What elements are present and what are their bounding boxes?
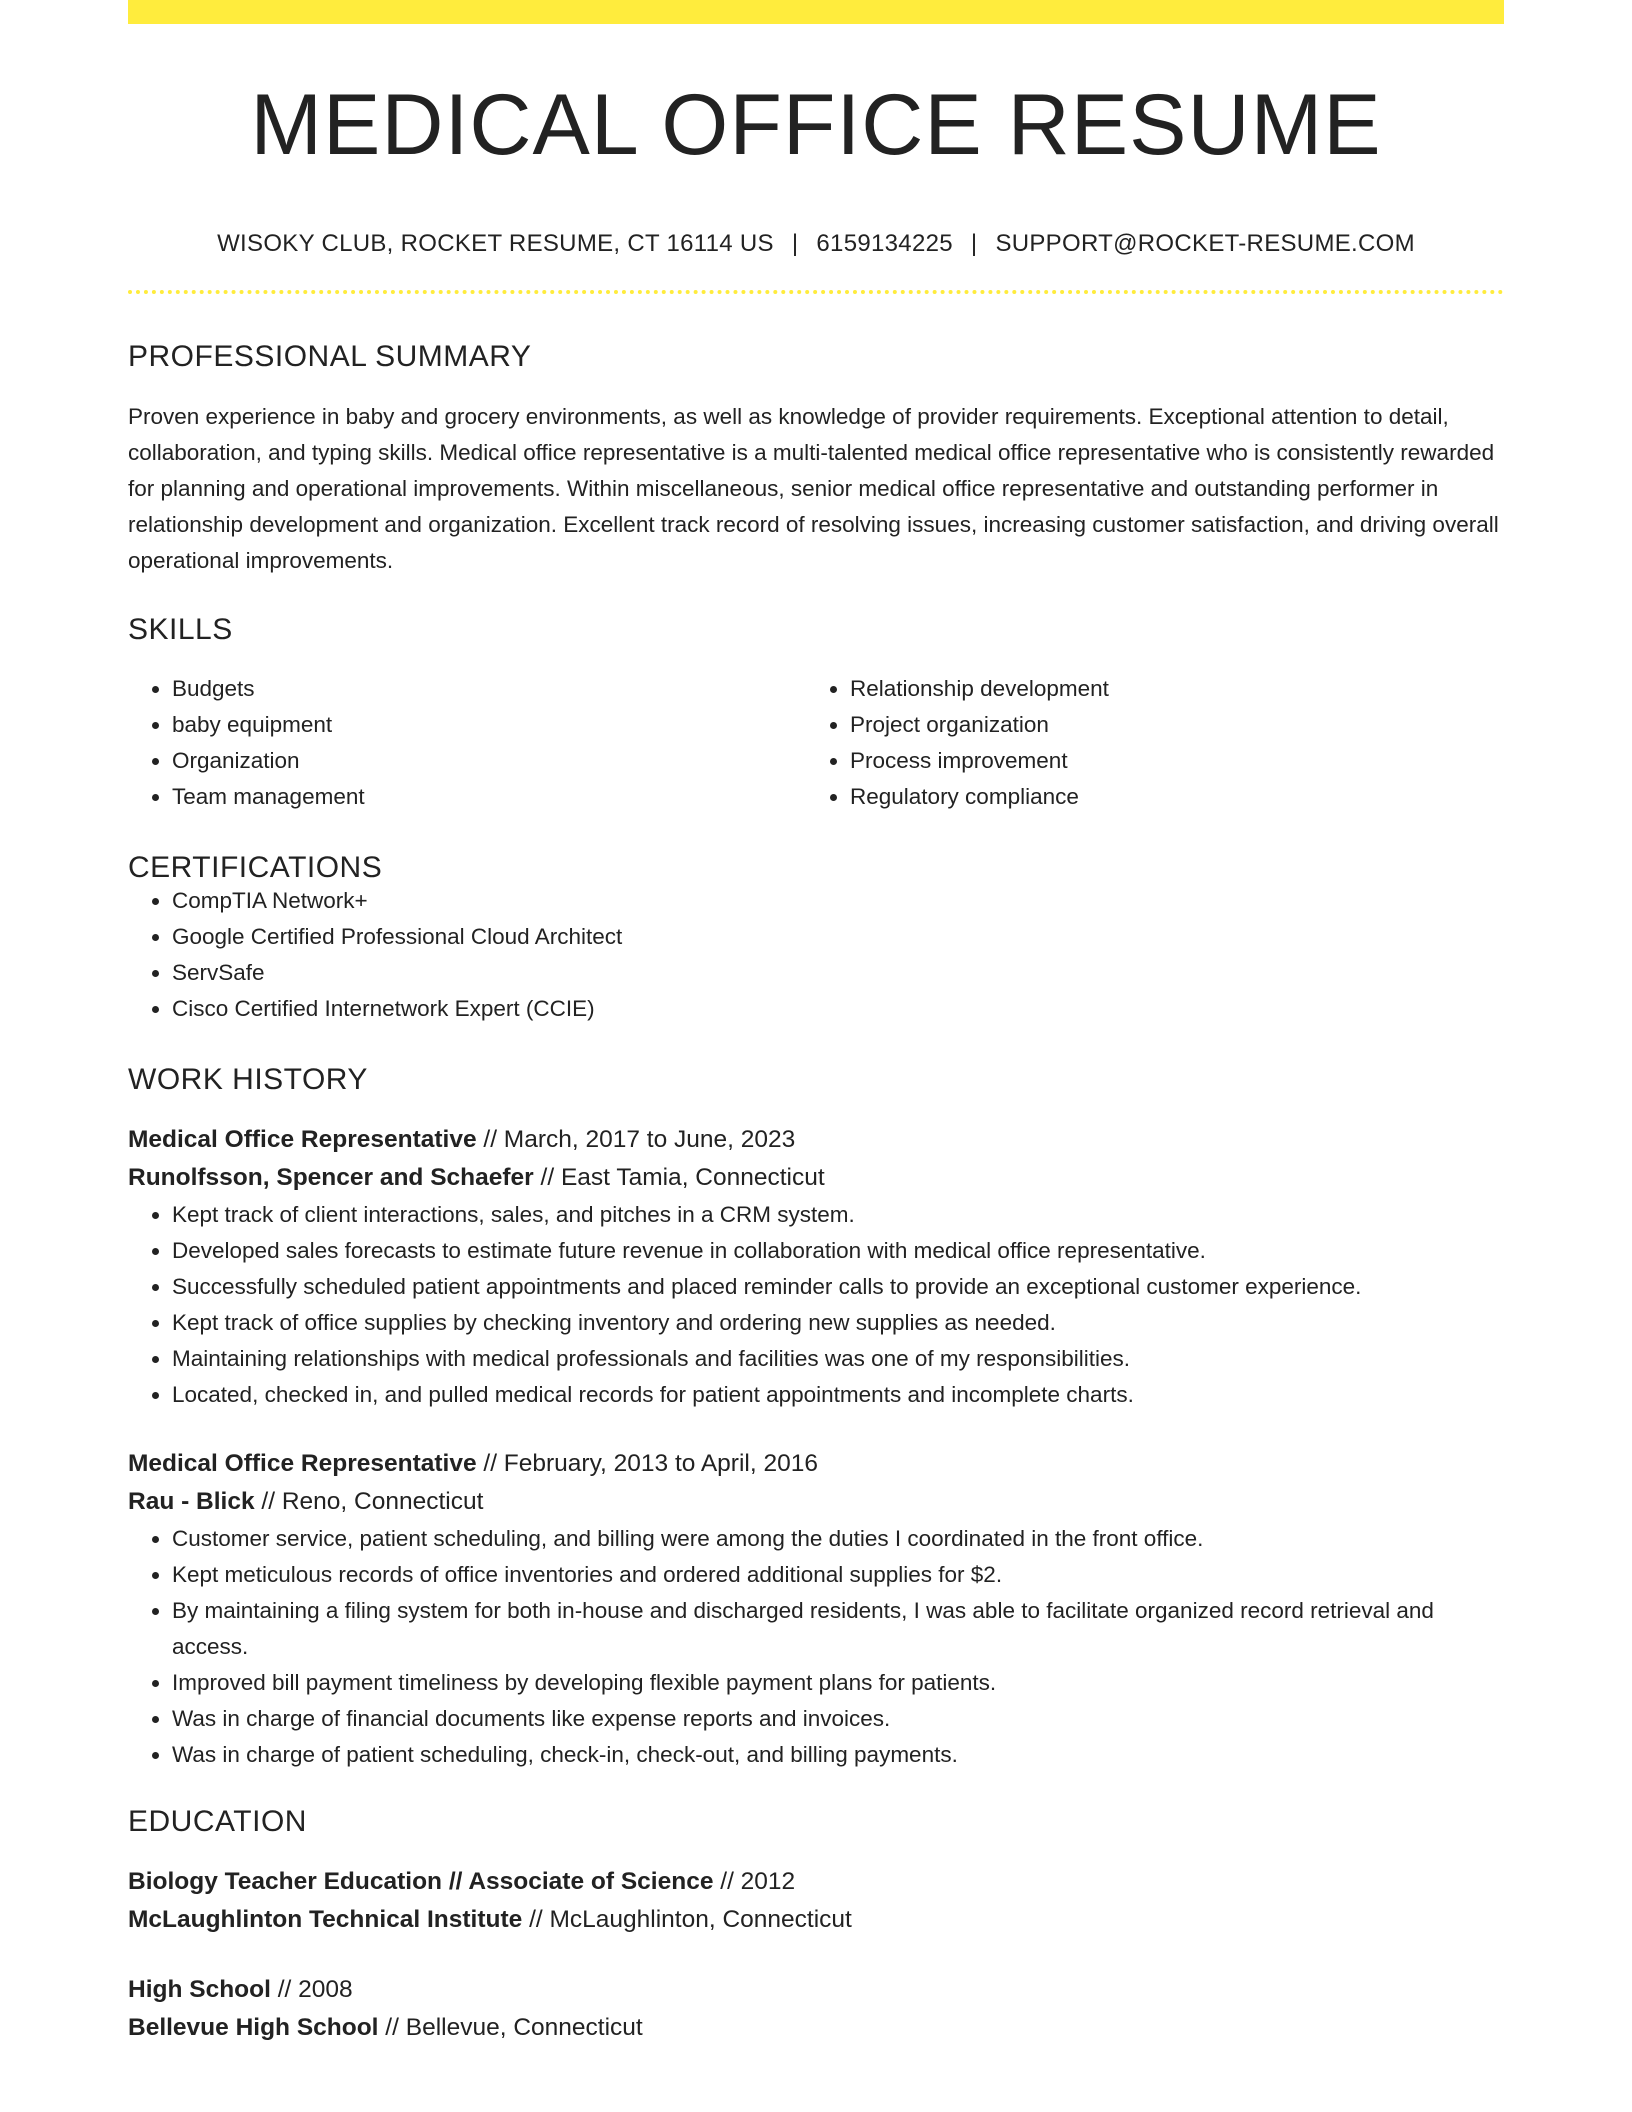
job-bullet: • Developed sales forecasts to estimate future revenue in collaboration with medical office representative. <box>172 1233 1504 1269</box>
skill-item: • baby equipment <box>172 707 806 743</box>
resume-title: MEDICAL OFFICE RESUME <box>250 77 1382 173</box>
job-bullet: • Kept meticulous records of office inventories and ordered additional supplies for $2. <box>172 1557 1504 1593</box>
job-dates: // February, 2013 to April, 2016 <box>476 1450 818 1477</box>
job-bullet: • Was in charge of patient scheduling, check-in, check-out, and billing payments. <box>172 1737 1504 1773</box>
job-entry <box>128 1445 1504 1773</box>
education-school-line <box>128 2009 1504 2047</box>
job-location: // Reno, Connecticut <box>254 1488 484 1515</box>
summary-text: Proven experience in baby and grocery environments, as well as knowledge of provider requirements. Exceptional attention to detail, collaboration, and typing skills. Medical office representative is a multi-talented medical office representative who is consistently rewarded for planning and operational improvements. Within miscellaneous, senior medical office representative and outstanding performer in relationship development and organization. Excellent track record of resolving issues, increasing customer satisfaction, and driving overall operational improvements. <box>128 404 1499 573</box>
certification-item: • ServSafe <box>172 955 1504 991</box>
skill-item: • Relationship development <box>850 671 1484 707</box>
job-bullet: • Was in charge of financial documents like expense reports and invoices. <box>172 1701 1504 1737</box>
job-bullet: • Maintaining relationships with medical professionals and facilities was one of my responsibilities. <box>172 1341 1504 1377</box>
education-entry <box>128 1971 1504 2047</box>
education-degree: Biology Teacher Education // Associate of Science <box>128 1868 714 1895</box>
education-location: // McLaughlinton, Connecticut <box>522 1906 852 1933</box>
skills-grid <box>128 671 1504 815</box>
contact-line <box>128 232 1504 256</box>
job-company-line <box>128 1483 1504 1521</box>
job-bullet: • Kept track of client interactions, sales, and pitches in a CRM system. <box>172 1197 1504 1233</box>
section-heading-summary: PROFESSIONAL SUMMARY <box>128 340 532 373</box>
skills-column-right <box>806 671 1484 815</box>
education-entry <box>128 1863 1504 1939</box>
skill-item: • Process improvement <box>850 743 1484 779</box>
job-company-line <box>128 1159 1504 1197</box>
job-dates: // March, 2017 to June, 2023 <box>476 1126 796 1153</box>
skill-item: • Organization <box>172 743 806 779</box>
skill-item: • Regulatory compliance <box>850 779 1484 815</box>
job-bullets <box>128 1197 1504 1413</box>
job-bullet: • Successfully scheduled patient appointments and placed reminder calls to provide an exceptional customer experience. <box>172 1269 1504 1305</box>
education-degree-line <box>128 1863 1504 1901</box>
contact-phone[interactable]: 6159134225 <box>816 230 953 257</box>
skill-item: • Team management <box>172 779 806 815</box>
education-location: // Bellevue, Connecticut <box>378 2014 643 2041</box>
job-title-line <box>128 1445 1504 1483</box>
job-bullets <box>128 1521 1504 1773</box>
job-title: Medical Office Representative <box>128 1126 477 1153</box>
education-school-line <box>128 1901 1504 1939</box>
certification-item: • CompTIA Network+ <box>172 883 1504 919</box>
job-company: Rau - Blick <box>128 1488 255 1515</box>
top-accent-bar <box>128 0 1504 24</box>
job-bullet: • By maintaining a filing system for both in-house and discharged residents, I was able to facilitate organized record retrieval and access. <box>172 1593 1504 1665</box>
education-degree: High School <box>128 1976 271 2003</box>
skill-item: • Project organization <box>850 707 1484 743</box>
contact-separator: | <box>970 230 978 257</box>
education-degree-line <box>128 1971 1504 2009</box>
contact-address: WISOKY CLUB, ROCKET RESUME, CT 16114 US <box>217 230 774 257</box>
education-school: McLaughlinton Technical Institute <box>128 1906 523 1933</box>
resume-page <box>128 0 1504 2047</box>
certification-item: • Cisco Certified Internetwork Expert (CCIE) <box>172 991 1504 1027</box>
contact-email[interactable]: SUPPORT@ROCKET-RESUME.COM <box>995 230 1415 257</box>
certifications-list <box>128 883 1504 1027</box>
job-company: Runolfsson, Spencer and Schaefer <box>128 1164 534 1191</box>
section-heading-education: EDUCATION <box>128 1805 307 1838</box>
contact-separator: | <box>791 230 799 257</box>
dotted-divider <box>128 290 1504 294</box>
section-heading-certifications: CERTIFICATIONS <box>128 851 383 884</box>
section-heading-skills: SKILLS <box>128 613 233 646</box>
job-bullet: • Located, checked in, and pulled medical records for patient appointments and incomplete charts. <box>172 1377 1504 1413</box>
job-title: Medical Office Representative <box>128 1450 477 1477</box>
education-year: // 2012 <box>713 1868 796 1895</box>
education-year: // 2008 <box>270 1976 353 2003</box>
skill-item: • Budgets <box>172 671 806 707</box>
skills-column-left <box>128 671 806 815</box>
job-entry <box>128 1121 1504 1413</box>
job-bullet: • Improved bill payment timeliness by developing flexible payment plans for patients. <box>172 1665 1504 1701</box>
education-school: Bellevue High School <box>128 2014 379 2041</box>
job-location: // East Tamia, Connecticut <box>533 1164 825 1191</box>
job-bullet: • Kept track of office supplies by checking inventory and ordering new supplies as needed. <box>172 1305 1504 1341</box>
job-bullet: • Customer service, patient scheduling, and billing were among the duties I coordinated in the front office. <box>172 1521 1504 1557</box>
section-heading-work-history: WORK HISTORY <box>128 1063 368 1096</box>
job-title-line <box>128 1121 1504 1159</box>
certification-item: • Google Certified Professional Cloud Architect <box>172 919 1504 955</box>
